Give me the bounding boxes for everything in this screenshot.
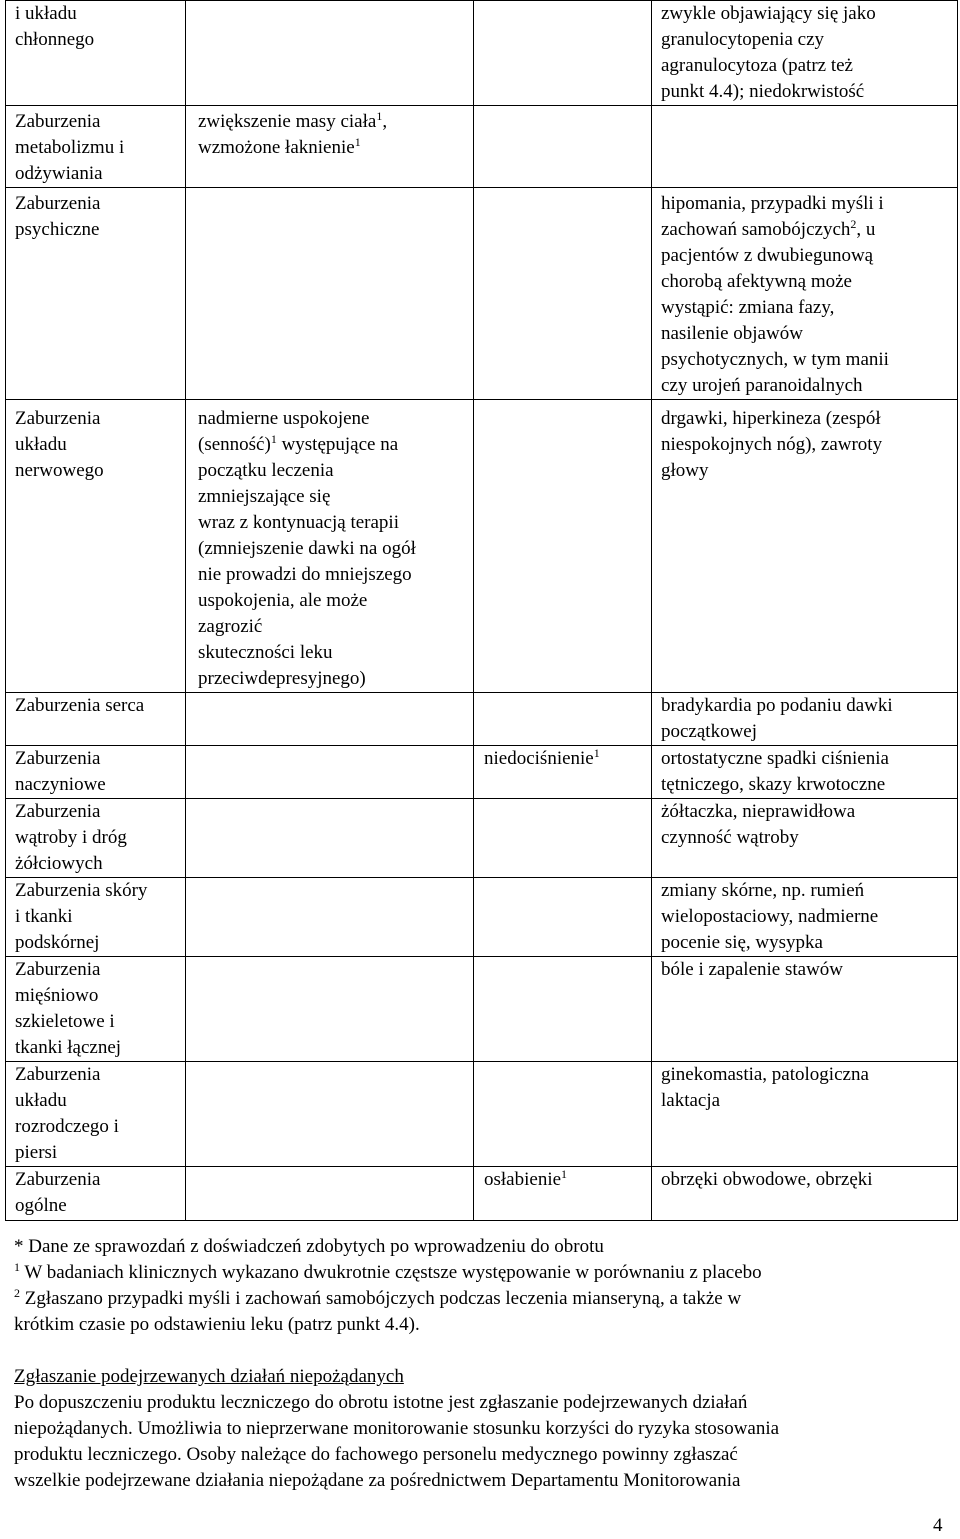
organ-class-cell: Zaburzenia wątroby i dróg żółciowych <box>6 799 186 878</box>
table-row <box>6 746 958 799</box>
table-row <box>6 400 958 693</box>
effect-cell: zwiększenie masy ciała$^1$, wzmożone łaknienie$^1$ <box>186 106 474 188</box>
effect-cell: hipomania, przypadki myśli i zachowań samobójczych$^2$, u pacjentów z dwubiegunową chorobą afektywną może wystąpić: zmiana fazy, nasilenie objawów psychotycznych, w tym manii czy urojeń paranoidalnych <box>652 188 958 400</box>
effect-cell: osłabienie$^1$ <box>474 1167 652 1221</box>
reporting-section <box>14 1364 944 1494</box>
table-row <box>6 106 958 188</box>
table-row <box>6 188 958 400</box>
effect-cell: bradykardia po podaniu dawki początkowej <box>652 693 958 746</box>
adverse-effects-table <box>5 0 958 1221</box>
section-heading: Zgłaszanie podejrzewanych działań niepożądanych <box>14 1366 404 1387</box>
organ-class-cell: Zaburzenia naczyniowe <box>6 746 186 799</box>
effect-cell: bóle i zapalenie stawów <box>652 957 958 1062</box>
effect-cell: ginekomastia, patologiczna laktacja <box>652 1062 958 1167</box>
effect-cell: zwykle objawiający się jako granulocytopenia czy agranulocytoza (patrz też punkt 4.4); niedokrwistość <box>652 1 958 106</box>
table-row <box>6 1 958 106</box>
organ-class-cell: Zaburzenia układu rozrodczego i piersi <box>6 1062 186 1167</box>
footnote-star: * Dane ze sprawozdań z doświadczeń zdobytych po wprowadzeniu do obrotu <box>14 1236 604 1257</box>
effect-cell: niedociśnienie$^1$ <box>474 746 652 799</box>
organ-class-cell: Zaburzenia mięśniowo szkieletowe i tkanki łącznej <box>6 957 186 1062</box>
table-row <box>6 957 958 1062</box>
table-row <box>6 878 958 957</box>
organ-class-cell: Zaburzenia układu nerwowego <box>6 400 186 693</box>
effect-cell: nadmierne uspokojene (senność)$^1$ występujące na początku leczenia zmniejszające się wraz z kontynuacją terapii (zmniejszenie dawki na ogół nie prowadzi do mniejszego uspokojenia, ale może zagrozić skuteczności leku przeciwdepresyjnego) <box>186 400 474 693</box>
table-footnotes <box>14 1234 944 1338</box>
footnote-1: $^1$ W badaniach klinicznych wykazano dwukrotnie częstsze występowanie w porównaniu z placebo <box>14 1260 762 1283</box>
effect-cell: obrzęki obwodowe, obrzęki <box>652 1167 958 1221</box>
table-row <box>6 799 958 878</box>
effect-cell: zmiany skórne, np. rumień wielopostaciowy, nadmierne pocenie się, wysypka <box>652 878 958 957</box>
section-body: Po dopuszczeniu produktu leczniczego do obrotu istotne jest zgłaszanie podejrzewanych działań niepożądanych. Umożliwia to nieprzerwane monitorowanie stosunku korzyści do ryzyka stosowania produktu leczniczego. Osoby należące do fachowego personelu medycznego powinny zgłaszać wszelkie podejrzewane działania niepożądane za pośrednictwem Departamentu Monitorowania <box>14 1392 780 1491</box>
effect-cell: żółtaczka, nieprawidłowa czynność wątroby <box>652 799 958 878</box>
organ-class-cell: Zaburzenia metabolizmu i odżywiania <box>6 106 186 188</box>
effect-cell: drgawki, hiperkineza (zespół niespokojnych nóg), zawroty głowy <box>652 400 958 693</box>
organ-class-cell: Zaburzenia skóry i tkanki podskórnej <box>6 878 186 957</box>
table-row <box>6 693 958 746</box>
footnote-2: $^2$ Zgłaszano przypadki myśli i zachowań samobójczych podczas leczenia mianseryną, a także w krótkim czasie po odstawieniu leku (patrz punkt 4.4). <box>14 1286 742 1335</box>
table-row <box>6 1062 958 1167</box>
effect-cell: ortostatyczne spadki ciśnienia tętniczego, skazy krwotoczne <box>652 746 958 799</box>
organ-class-cell: Zaburzenia psychiczne <box>6 188 186 400</box>
page-number: 4 <box>933 1515 943 1536</box>
organ-class-cell: Zaburzenia ogólne <box>6 1167 186 1221</box>
table-row <box>6 1167 958 1221</box>
organ-class-cell: Zaburzenia serca <box>6 693 186 746</box>
organ-class-cell: i układu chłonnego <box>6 1 186 106</box>
